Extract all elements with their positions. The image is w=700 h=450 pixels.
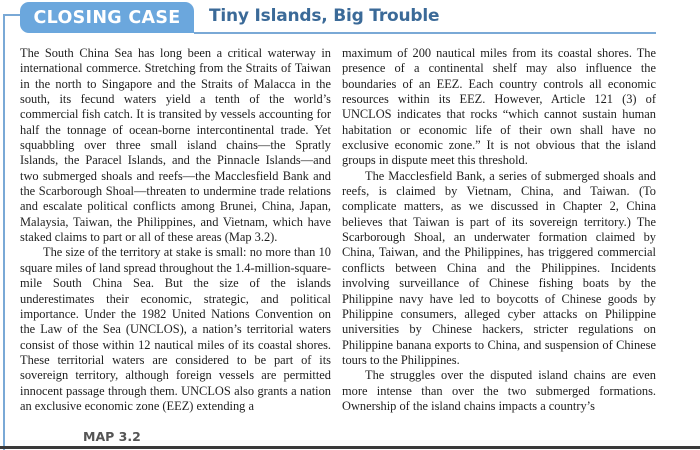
left-bracket-rule: [3, 14, 5, 450]
closing-case-label: CLOSING CASE: [33, 7, 181, 28]
map-figure-label: MAP 3.2: [83, 429, 141, 444]
bracket-top-rule: [3, 14, 21, 16]
left-text-column: [20, 46, 331, 414]
paragraph: The size of the territory at stake is small: no more than 10 square miles of land spread throughout the 1.4-million-square-mile South China Sea. But the size of the islands underestimates their economic, strategic, and political importance. Under the 1982 United Nations Convention on the Law of the Sea (UNCLOS), a nation’s territorial waters consist of those within 12 nautical miles of its coastal shores. These territorial waters are considered to be part of its sovereign territory, although foreign vessels are permitted innocent passage through them. UNCLOS also grants a nation an exclusive economic zone (EEZ) extending a: [20, 245, 331, 413]
closing-case-tab: [20, 2, 194, 33]
paragraph: The South China Sea has long been a critical waterway in international commerce. Stretching from the Straits of Taiwan in the north to Singapore and the Straits of Malacca in the south, its fecund waters yield a tenth of the world’s commercial fish catch. It is transited by vessels accounting for half the tonnage of ocean-borne intercontinental trade. Yet squabbling over three small island chains—the Spratly Islands, the Paracel Islands, and the Pinnacle Islands—and two submerged shoals and reefs—the Macclesfield Bank and the Scarborough Shoal—threaten to undermine trade relations and escalate political conflicts among Brunei, China, Japan, Malaysia, Taiwan, the Philippines, and Vietnam, which have staked claims to part or all of these areas (Map 3.2).: [20, 46, 331, 245]
right-text-column: [342, 46, 656, 414]
paragraph: The struggles over the disputed island chains are even more intense than over the two submerged formations. Ownership of the island chains impacts a country’s: [342, 368, 656, 413]
case-title: Tiny Islands, Big Trouble: [209, 6, 440, 26]
paragraph: The Macclesfield Bank, a series of submerged shoals and reefs, is claimed by Vietnam, China, and Taiwan. (To complicate matters, as we discussed in Chapter 2, China believes that Taiwan is part of its sovereign territory.) The Scarborough Shoal, an underwater formation claimed by China, Taiwan, and the Philippines, has triggered commercial conflicts between China and the Philippines. Incidents involving surveillance of Chinese fishing boats by the Philippine navy have led to boycotts of Chinese goods by Philippine consumers, alleged cyber attacks on Philippine universities by Chinese hackers, stricter regulations on Philippine banana exports to China, and suspension of Chinese tours to the Philippines.: [342, 168, 656, 367]
header-rule: [194, 32, 656, 34]
paragraph: maximum of 200 nautical miles from its coastal shores. The presence of a continental shelf may also influence the boundaries of an EEZ. Each country controls all economic resources within its EEZ. However, Article 121 (3) of UNCLOS indicates that rocks “which cannot sustain human habitation or economic life of their own shall have no exclusive economic zone.” It is not obvious that the island groups in dispute meet this threshold.: [342, 46, 656, 168]
